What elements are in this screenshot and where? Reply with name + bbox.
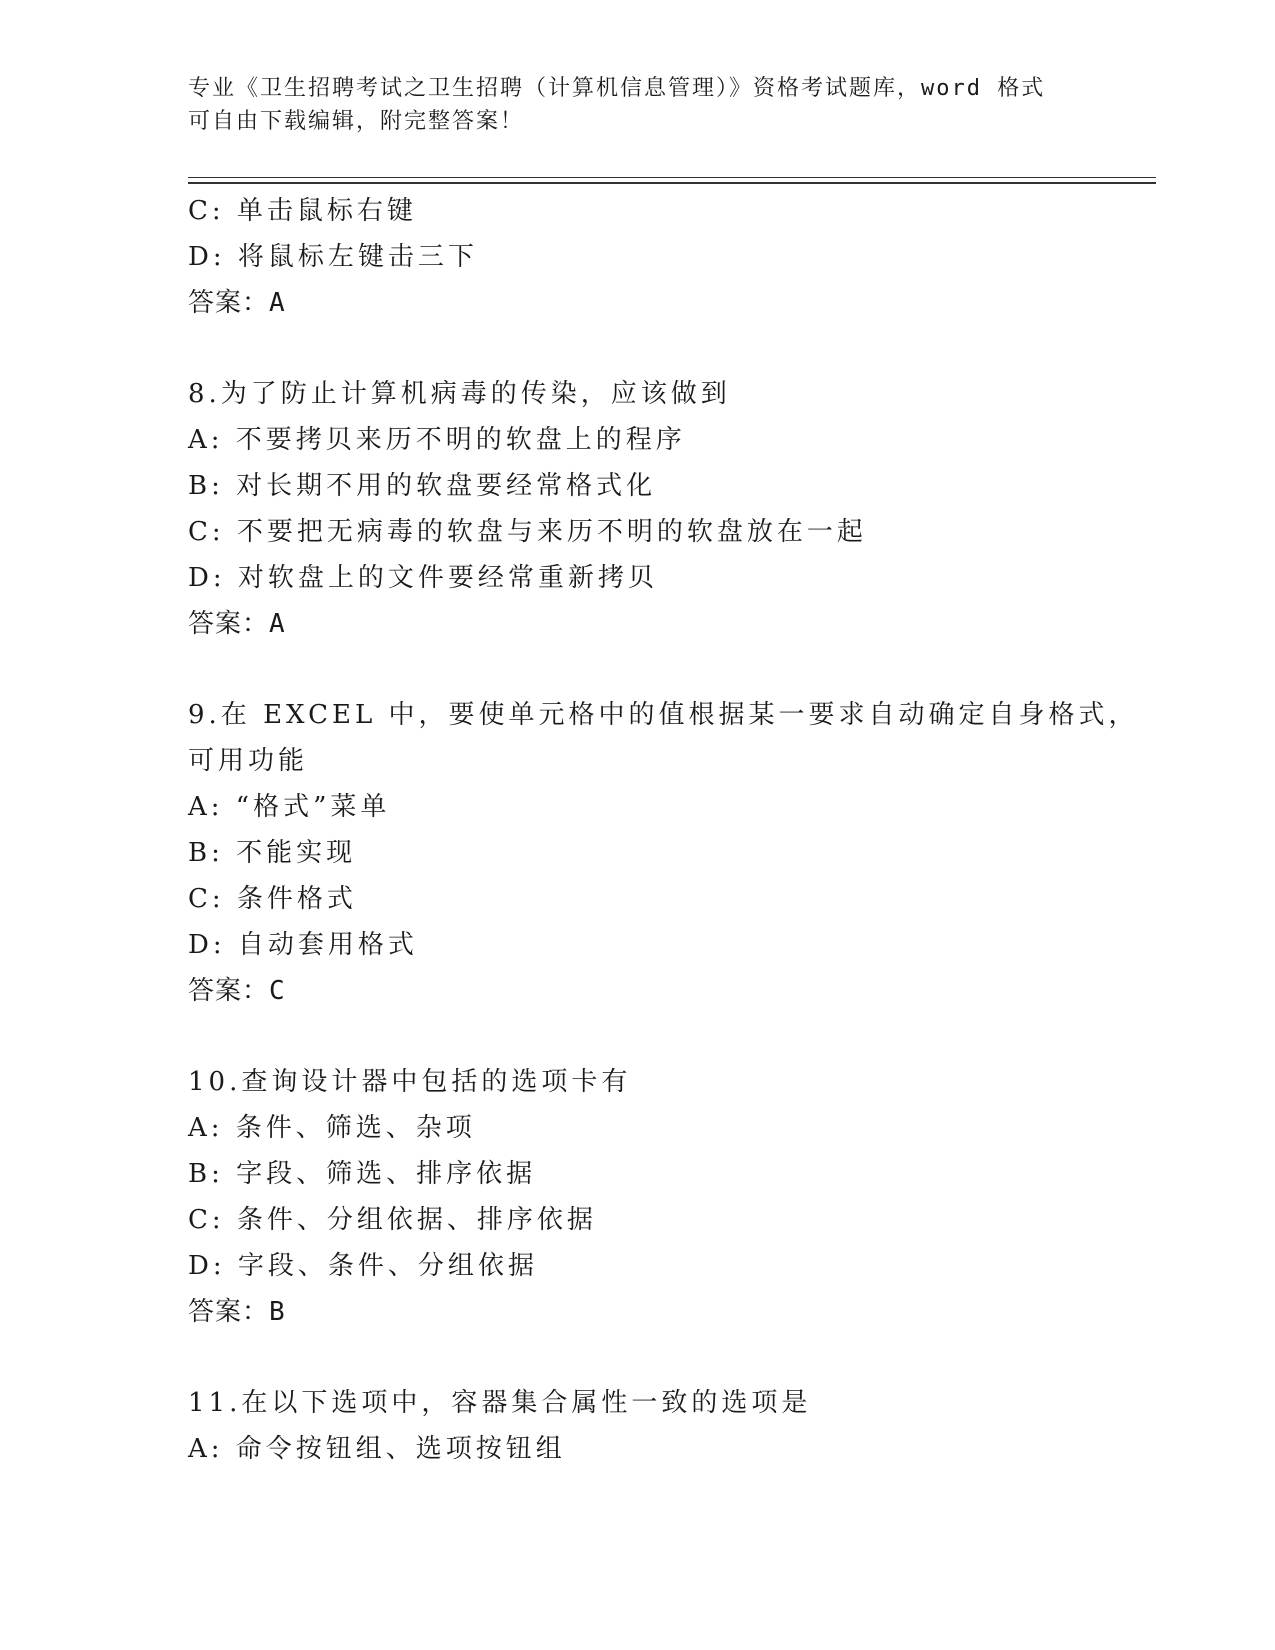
option-c: C: 条件格式 <box>188 884 357 914</box>
header-rule-thick <box>188 182 1156 184</box>
question-stem: 10.查询设计器中包括的选项卡有 <box>188 1067 632 1097</box>
answer-label: 答案： <box>188 1297 270 1327</box>
option-b: B: 对长期不用的软盘要经常格式化 <box>188 471 657 501</box>
question-11 <box>188 1380 1156 1472</box>
document-header <box>188 72 1088 138</box>
question-8 <box>188 371 1156 647</box>
option-a: A: 条件、筛选、杂项 <box>188 1113 476 1143</box>
question-stem: 9.在 EXCEL 中，要使单元格中的值根据某一要求自动确定自身格式， <box>188 700 1139 730</box>
option-d: D: 将鼠标左键击三下 <box>188 242 478 272</box>
option-a: A: “格式”菜单 <box>188 792 391 822</box>
option-b: B: 不能实现 <box>188 838 357 868</box>
answer-line <box>188 968 1156 1014</box>
answer-line <box>188 601 1156 647</box>
header-line-1: 专业《卫生招聘考试之卫生招聘（计算机信息管理）》资格考试题库，word 格式 <box>188 76 1046 101</box>
answer-label: 答案： <box>188 609 270 639</box>
option-b: B: 字段、筛选、排序依据 <box>188 1159 537 1189</box>
answer-label: 答案： <box>188 288 270 318</box>
option-a: A: 命令按钮组、选项按钮组 <box>188 1434 566 1464</box>
answer-value: B <box>269 1297 286 1327</box>
answer-label: 答案： <box>188 976 270 1006</box>
question-7-continued <box>188 188 1156 326</box>
question-stem: 8.为了防止计算机病毒的传染，应该做到 <box>188 379 731 409</box>
option-d: D: 自动套用格式 <box>188 930 418 960</box>
option-a: A: 不要拷贝来历不明的软盘上的程序 <box>188 425 686 455</box>
question-9 <box>188 692 1156 1014</box>
header-rule-thin <box>188 177 1156 178</box>
answer-line <box>188 280 1156 326</box>
header-line-2: 可自由下载编辑，附完整答案！ <box>188 109 525 134</box>
option-c: C: 单击鼠标右键 <box>188 196 417 226</box>
answer-value: C <box>269 976 286 1006</box>
answer-line <box>188 1289 1156 1335</box>
question-10 <box>188 1059 1156 1335</box>
answer-value: A <box>269 288 286 318</box>
option-d: D: 对软盘上的文件要经常重新拷贝 <box>188 563 658 593</box>
question-stem-continued: 可用功能 <box>188 746 309 776</box>
question-stem: 11.在以下选项中，容器集合属性一致的选项是 <box>188 1388 812 1418</box>
option-d: D: 字段、条件、分组依据 <box>188 1251 538 1281</box>
question-list <box>188 188 1156 1472</box>
option-c: C: 条件、分组依据、排序依据 <box>188 1205 597 1235</box>
answer-value: A <box>269 609 286 639</box>
option-c: C: 不要把无病毒的软盘与来历不明的软盘放在一起 <box>188 517 867 547</box>
